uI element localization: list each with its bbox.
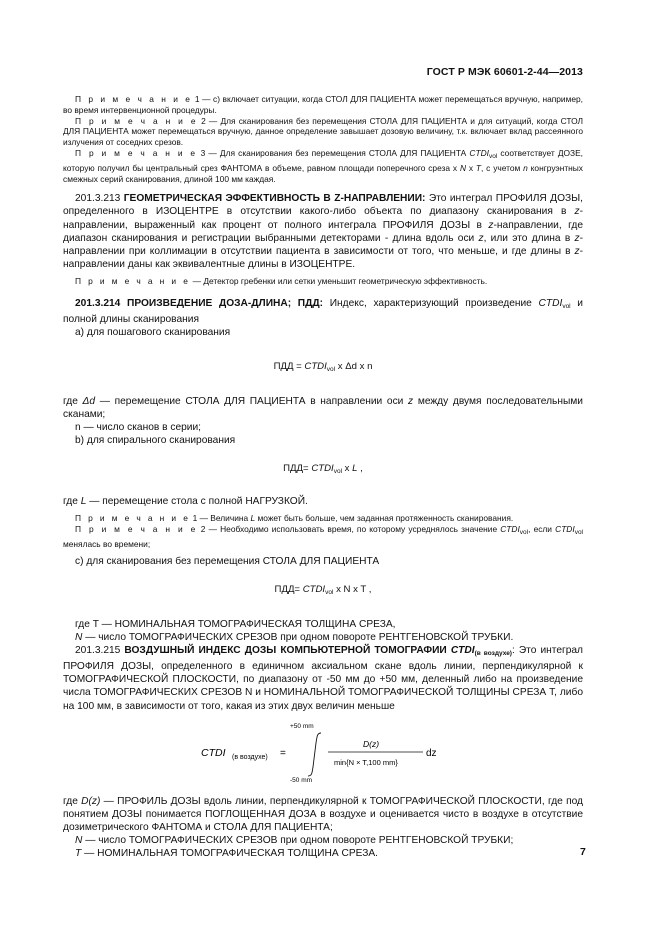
formula-step-scan: ПДД = $CTDI_{vol}$ x Δd x n xyxy=(273,361,373,374)
where-delta-d: где Δd — перемещение СТОЛА ДЛЯ ПАЦИЕНТА в направлении оси z между двумя последовательными сканами; xyxy=(63,396,583,421)
integral-upper: +50 mm xyxy=(290,722,314,730)
where-L: где L — перемещение стола с полной НАГРУЗКОЙ. xyxy=(63,496,308,508)
formula-lhs-sub: (в воздухе) xyxy=(232,753,268,761)
formula-dz: dz xyxy=(426,747,437,759)
definition-201-3-214: 201.3.214 ПРОИЗВЕДЕНИЕ ДОЗА-ДЛИНА; ПДД: Индекс, характеризующий произведение $CTDI_{vol}$ и полной длины сканирования xyxy=(63,297,583,325)
ctdi-air-formula xyxy=(63,719,583,783)
formula-eq: = xyxy=(280,747,286,759)
page-number: 7 xyxy=(580,846,586,858)
where-N-215: N — число ТОМОГРАФИЧЕСКИХ СРЕЗОВ при одном повороте РЕНТГЕНОВСКОЙ ТРУБКИ; xyxy=(75,834,514,846)
item-a: a) для пошагового сканирования xyxy=(75,326,231,338)
where-n: n — число сканов в серии; xyxy=(75,422,202,434)
formula-helical-scan: $ПДД= CTDI_{vol}$ x L , xyxy=(283,463,363,476)
definition-201-3-215: 201.3.215 ВОЗДУШНЫЙ ИНДЕКС ДОЗЫ КОМПЬЮТЕРНОЙ ТОМОГРАФИИ $CTDI_{(в воздухе)}$: Это интеграл ПРОФИЛЯ ДОЗЫ, определенного в единичном аксиальном скане вдоль линии, перпендикулярной к ТОМОГРАФИЧЕСКОЙ ПЛОСКОСТИ, по диапазону от -50 мм до +50 мм, деленный либо на произведение числа ТОМОГРАФИЧЕСКИХ СРЕЗОВ N и НОМИНАЛЬНОЙ ТОМОГРАФИЧЕСКОЙ ТОЛЩИНЫ СРЕЗА T, либо на 100 мм, в зависимости от того, какая из этих двух величин меньше xyxy=(63,645,583,712)
integral-sign xyxy=(308,733,321,776)
fraction-denominator: min{N × T,100 mm} xyxy=(334,757,398,767)
where-N: N — число ТОМОГРАФИЧЕСКИХ СРЕЗОВ при одном повороте РЕНТГЕНОВСКОЙ ТРУБКИ. xyxy=(75,632,514,644)
formula-axial-scan: $ПДД= CTDI_{vol}$ x N x T , xyxy=(274,583,372,596)
item-c: c) для сканирования без перемещения СТОЛА ДЛЯ ПАЦИЕНТА xyxy=(75,555,380,567)
integral-formula-svg xyxy=(143,719,523,783)
item-b: b) для спирального сканирования xyxy=(75,435,236,447)
where-T-215: T — НОМИНАЛЬНАЯ ТОМОГРАФИЧЕСКАЯ ТОЛЩИНА СРЕЗА. xyxy=(75,848,378,859)
note-213: П р и м е ч а н и е — Детектор гребенки или сетки уменьшит геометрическую эффективность. xyxy=(75,275,488,286)
note-214-2: П р и м е ч а н и е 2 — Необходимо использовать время, по которому усреднялось значение $CTDI_{vol}$, если $CTDI_{vol}$ менялась во времени; xyxy=(63,524,583,550)
fraction-numerator: D(z) xyxy=(363,738,380,749)
where-D-z: где D(z) — ПРОФИЛЬ ДОЗЫ вдоль линии, перпендикулярной к ТОМОГРАФИЧЕСКОЙ ПЛОСКОСТИ, где под понятием ДОЗЫ понимается ПОГЛОЩЕННАЯ ДОЗА в воздухе и оценивается чисто в воздухе в отсутствие дозиметрического ФАНТОМА и СТОЛА ДЛЯ ПАЦИЕНТА; xyxy=(63,795,583,833)
standard-header: ГОСТ Р МЭК 60601-2-44—2013 xyxy=(426,66,583,78)
note-2: П р и м е ч а н и е 2 — Для сканирования без перемещения СТОЛА ДЛЯ ПАЦИЕНТА и для ситуаций, когда СТОЛ ДЛЯ ПАЦИЕНТА может перемещаться вручную, данное определение завышает дозовую величину, т.к. включает вклад рассеянного излучения от соседних срезов. xyxy=(63,115,584,148)
integral-lower: -50 mm xyxy=(290,776,313,783)
note-1: П р и м е ч а н и е 1 — c) включает ситуации, когда СТОЛ ДЛЯ ПАЦИЕНТА может перемещаться вручную, например, во время интервенционной процедуры. xyxy=(63,94,584,115)
formula-lhs: CTDI xyxy=(201,746,226,759)
note-214-1: П р и м е ч а н и е 1 — Величина L может быть больше, чем заданная протяженность сканирования. xyxy=(75,513,514,524)
definition-201-3-213: 201.3.213 ГЕОМЕТРИЧЕСКАЯ ЭФФЕКТИВНОСТЬ В Z-НАПРАВЛЕНИИ: Это интеграл ПРОФИЛЯ ДОЗЫ, определенного в ИЗОЦЕНТРЕ в отсутствии какого-либо объекта по диапазону сканирования в z-направлении, выраженный как процент от полного интеграла ПРОФИЛЯ ДОЗЫ в z-направлении, где диапазон сканирования и регистрации выбранными детекторами - длина вдоль оси z, или это длина в z-направлении при коллимации в отсутствии пациента в зависимости от того, что меньше, и где длины в z-направлении даны как эквивалентные длины в ИЗОЦЕНТРЕ. xyxy=(63,193,583,270)
page-body xyxy=(63,94,583,860)
note-3: П р и м е ч а н и е 3 — Для сканирования без перемещения СТОЛА ДЛЯ ПАЦИЕНТА $CTDI_{vol}$ соответствует ДОЗЕ, которую получил бы центральный срез ФАНТОМА в объеме, равном площади поперечного среза x N x T, с учетом n конгруэнтных смежных серий сканирования, длиной 100 мм каждая. xyxy=(63,147,583,184)
where-T: где T — НОМИНАЛЬНАЯ ТОМОГРАФИЧЕСКАЯ ТОЛЩИНА СРЕЗА, xyxy=(75,618,396,630)
